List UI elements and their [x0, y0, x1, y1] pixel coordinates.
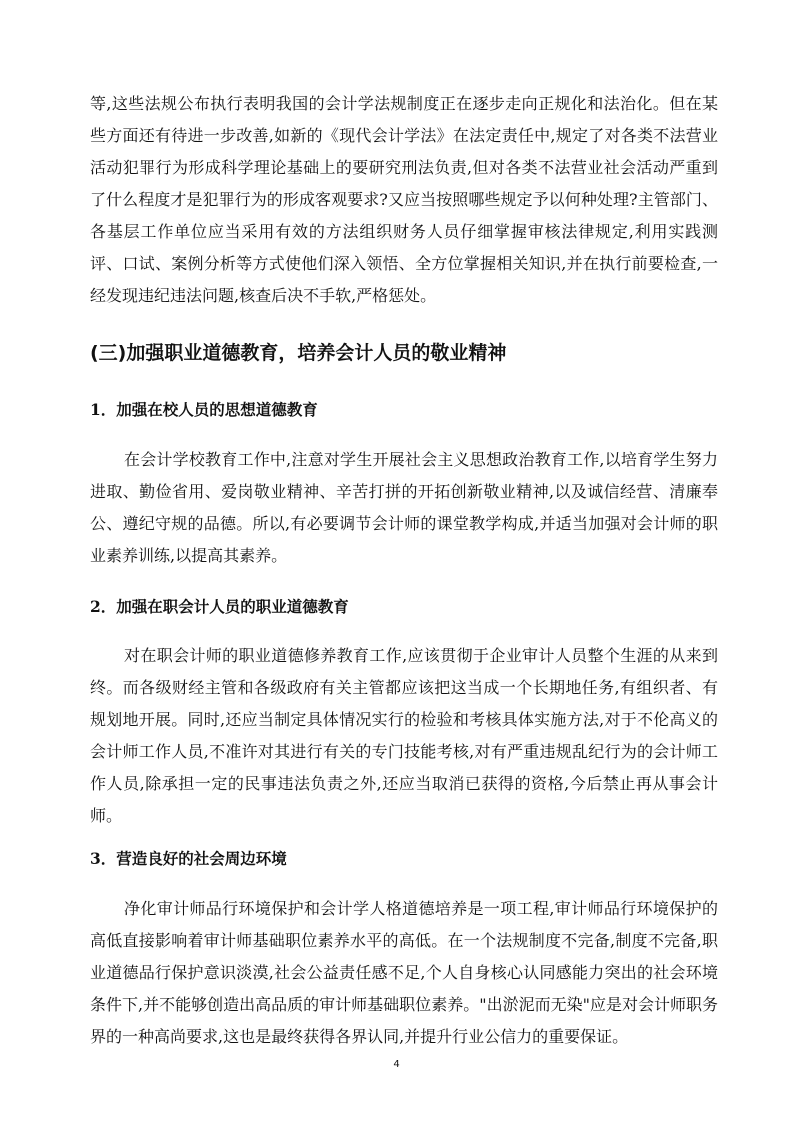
- paragraph-onjob-education: 对在职会计师的职业道德修养教育工作,应该贯彻于企业审计人员整个生涯的从来到终。而各级财经主管和各级政府有关主管都应该把这当成一个长期地任务,有组织者、有规划地开展。同时,还应当制定具体情况实行的检验和考核具体实施方法,对于不伦高义的会计师工作人员,不准许对其进行有关的专门技能考核,对有严重违规乱纪行为的会计师工作人员,除承担一定的民事违法负责之外,还应当取消已获得的资格,今后禁止再从事会计师。: [90, 646, 718, 825]
- page-number: 4: [393, 1059, 400, 1070]
- subheading-social-environment: 3．营造良好的社会周边环境: [90, 849, 287, 868]
- subheading-school-education: 1．加强在校人员的思想道德教育: [90, 400, 318, 419]
- paragraph-school-education: 在会计学校教育工作中,注意对学生开展社会主义思想政治教育工作,以培育学生努力进取、勤俭省用、爱岗敬业精神、辛苦打拼的开拓创新敬业精神,以及诚信经营、清廉奉公、遵纪守规的品德。所以,有必要调节会计师的课堂教学构成,并适当加强对会计师的职业素养训练,以提高其素养。: [90, 450, 718, 565]
- section-heading: (三)加强职业道德教育，培养会计人员的敬业精神: [90, 342, 507, 364]
- paragraph-social-environment: 净化审计师品行环境保护和会计学人格道德培养是一项工程,审计师品行环境保护的高低直接影响着审计师基础职位素养水平的高低。在一个法规制度不完备,制度不完备,职业道德品行保护意识淡漠,社会公益责任感不足,个人自身核心认同感能力突出的社会环境条件下,并不能够创造出高品质的审计师基础职位素养。"出淤泥而无染"应是对会计师职务界的一种高尚要求,这也是最终获得各界认同,并提升行业公信力的重要保证。: [90, 899, 718, 1046]
- paragraph-legal-regulation: 等,这些法规公布执行表明我国的会计学法规制度正在逐步走向正规化和法治化。但在某些方面还有待进一步改善,如新的《现代会计学法》在法定责任中,规定了对各类不法营业活动犯罪行为形成科学理论基础上的要研究刑法负责,但对各类不法营业社会活动严重到了什么程度才是犯罪行为的形成客观要求?又应当按照哪些规定予以何种处理?主管部门、各基层工作单位应当采用有效的方法组织财务人员仔细掌握审核法律规定,利用实践测评、口试、案例分析等方式使他们深入领悟、全方位掌握相关知识,并在执行前要检查,一经发现违纪违法问题,核查后决不手软,严格惩处。: [90, 94, 718, 305]
- subheading-onjob-education: 2．加强在职会计人员的职业道德教育: [90, 597, 349, 616]
